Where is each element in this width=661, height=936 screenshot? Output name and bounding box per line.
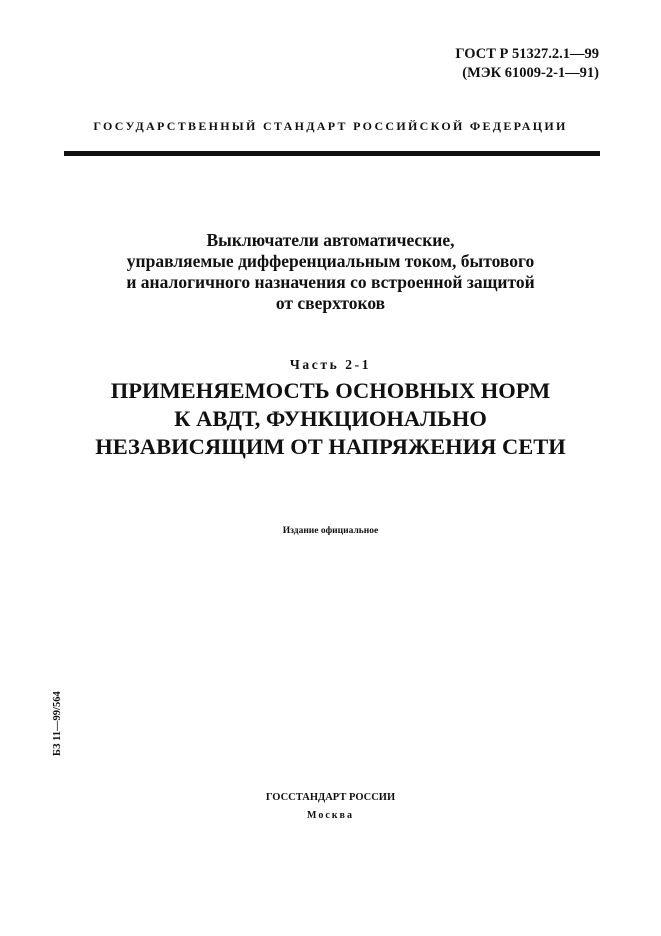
title-line: К АВДТ, ФУНКЦИОНАЛЬНО (174, 406, 487, 431)
publication-city: Москва (307, 810, 354, 821)
edition-label: Издание официальное (282, 526, 379, 536)
document-number-block (455, 45, 599, 83)
iec-number: (МЭК 61009-2-1—91) (462, 65, 599, 81)
subtitle-line: и аналогичного назначения со встроенной защитой (126, 272, 535, 292)
gost-number: ГОСТ Р 51327.2.1—99 (455, 46, 599, 62)
header-divider (64, 151, 600, 156)
part-label: Часть 2-1 (289, 357, 372, 372)
catalog-code: БЗ 11—99/564 (52, 691, 63, 756)
title-line: ПРИМЕНЯЕМОСТЬ ОСНОВНЫХ НОРМ (110, 378, 551, 403)
subtitle-line: Выключатели автоматические, (206, 230, 455, 250)
publisher: ГОССТАНДАРТ РОССИИ (265, 792, 396, 803)
document-title (40, 377, 621, 461)
title-line: НЕЗАВИСЯЩИМ ОТ НАПРЯЖЕНИЯ СЕТИ (95, 434, 566, 459)
document-subtitle (60, 230, 601, 314)
subtitle-line: от сверхтоков (275, 293, 386, 313)
subtitle-line: управляемые дифференциальным током, бытового (126, 251, 535, 271)
state-standard-heading: ГОСУДАРСТВЕННЫЙ СТАНДАРТ РОССИЙСКОЙ ФЕДЕРАЦИИ (93, 119, 568, 133)
